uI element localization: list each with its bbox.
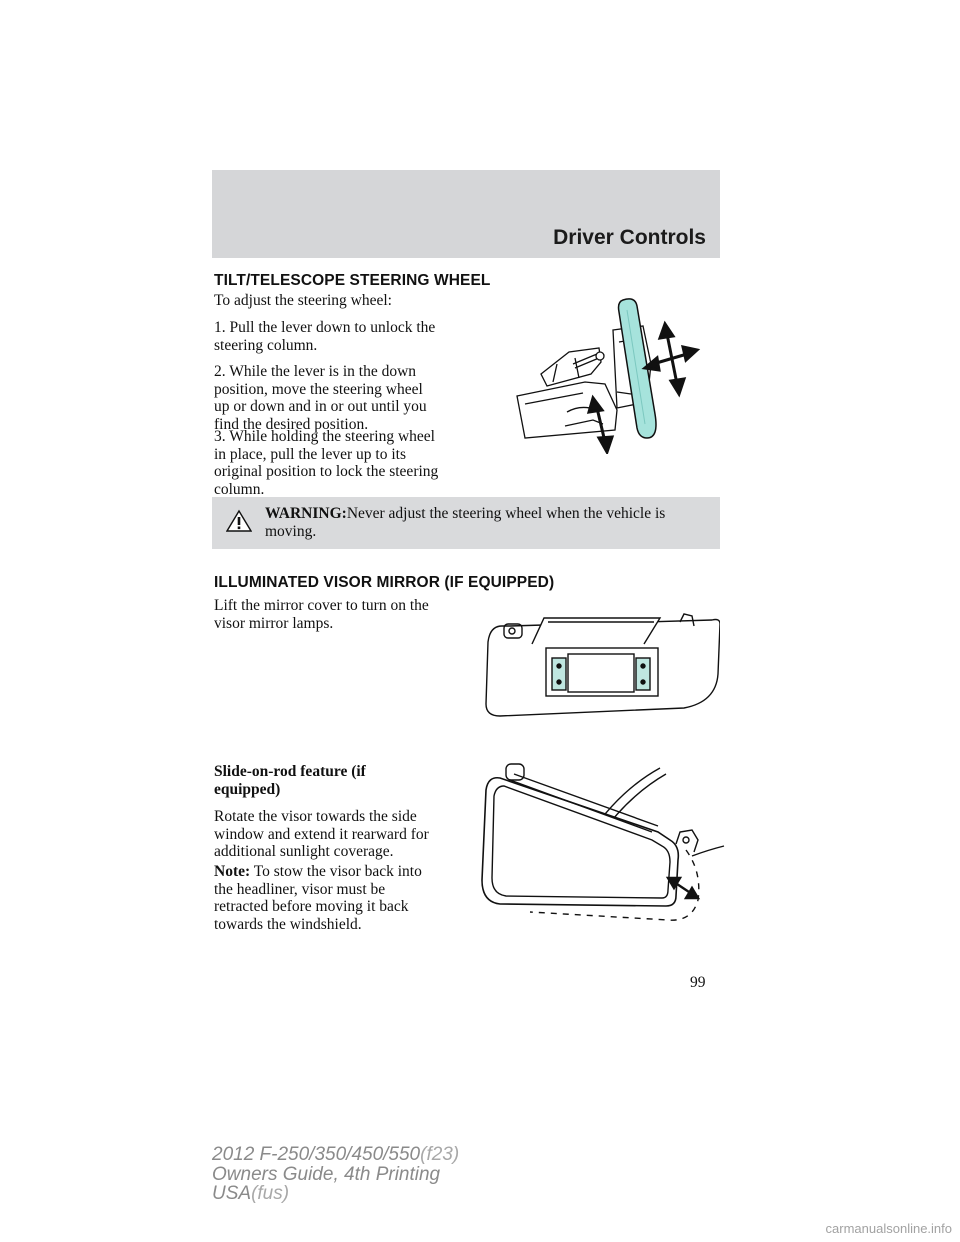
visor-text: Lift the mirror cover to turn on the visor mirror lamps. — [214, 597, 429, 632]
slide-body: Rotate the visor towards the side window and extend it rearward for additional sunlight coverage. — [214, 808, 429, 860]
slide-visor-illustration — [470, 760, 726, 924]
steering-intro: To adjust the steering wheel: — [214, 292, 392, 309]
note-label: Note: — [214, 863, 251, 880]
warning-box — [212, 497, 720, 549]
watermark: carmanualsonline.info — [825, 1221, 952, 1236]
steering-step-2: 2. While the lever is in the down position, move the steering wheel up or down and in or out until you find the desired position. — [214, 363, 427, 433]
header-band — [212, 170, 720, 258]
warning-label: WARNING: — [265, 505, 347, 522]
steering-heading: TILT/TELESCOPE STEERING WHEEL — [214, 272, 491, 289]
steering-step-1: 1. Pull the lever down to unlock the steering column. — [214, 319, 436, 354]
footer: 2012 F-250/350/450/550(f23) Owners Guide, 4th Printing USA(fus) — [212, 1144, 460, 1204]
visor-mirror-illustration — [484, 612, 720, 722]
visor-heading: ILLUMINATED VISOR MIRROR (IF EQUIPPED) — [214, 574, 555, 591]
page-number: 99 — [690, 974, 706, 991]
steering-step-3: 3. While holding the steering wheel in place, pull the lever up to its original position to lock the steering column. — [214, 428, 439, 498]
warning-text: WARNING:Never adjust the steering wheel when the vehicle is moving. — [265, 505, 666, 540]
section-title: Driver Controls — [553, 226, 706, 249]
warning-triangle-icon — [226, 509, 252, 533]
steering-wheel-illustration — [505, 292, 705, 454]
slide-subheading: Slide-on-rod feature (if equipped) — [214, 763, 366, 798]
slide-note: Note: To stow the visor back into the headliner, visor must be retracted before moving it back towards the windshield. — [214, 863, 422, 933]
